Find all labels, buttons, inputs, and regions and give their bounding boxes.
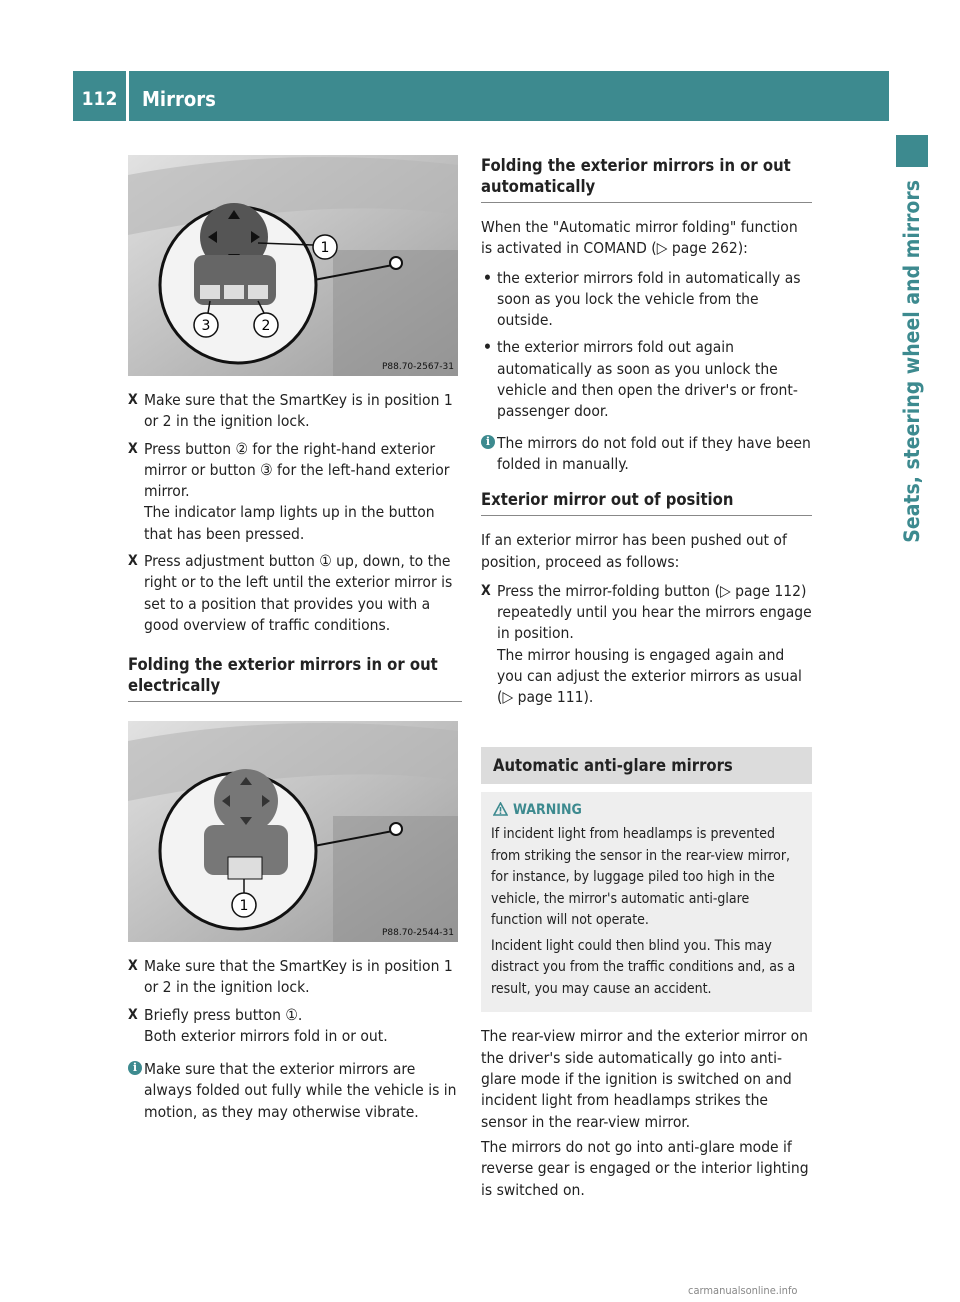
step-marker-icon: X	[128, 553, 138, 570]
svg-text:2: 2	[261, 318, 271, 334]
info-note	[128, 1059, 462, 1123]
svg-text:1: 1	[239, 898, 249, 914]
step-text: Press the mirror-folding button (▷ page 112) repeatedly until you hear the mirrors engage in position.	[497, 581, 812, 643]
section-heading: Folding the exterior mirrors in or out automatically	[481, 155, 812, 203]
step-item	[128, 551, 462, 636]
mirror-adjust-figure	[128, 155, 458, 376]
step-text: Briefly press button ①.	[144, 1005, 303, 1024]
step-item	[128, 439, 462, 545]
warning-title	[491, 800, 802, 822]
svg-text:1: 1	[320, 240, 330, 256]
bullet-item	[481, 268, 812, 332]
section-heading: Folding the exterior mirrors in or out electrically	[128, 654, 462, 702]
info-text: Make sure that the exterior mirrors are always folded out fully while the vehicle is in motion, as they may otherwise vibrate.	[144, 1060, 457, 1121]
page-number: 112	[73, 71, 126, 121]
bullet-icon: •	[483, 338, 492, 357]
figure-code: P88.70-2544-31	[381, 928, 454, 938]
bullet-text: the exterior mirrors fold out again automatically as soon as you unlock the vehicle and then open the driver's or front-passenger door.	[497, 338, 798, 421]
warning-text: Incident light could then blind you. This may distract you from the traffic conditions and, as a result, you may cause an accident.	[491, 937, 796, 997]
step-result: Both exterior mirrors fold in or out.	[144, 1026, 388, 1045]
step-marker-icon: X	[128, 1006, 138, 1023]
side-tab-label: Seats, steering wheel and mirrors	[900, 180, 924, 543]
section-heading: Exterior mirror out of position	[481, 489, 812, 516]
step-result: The indicator lamp lights up in the button that has been pressed.	[144, 503, 435, 543]
step-text: Press button ② for the right-hand exterior mirror or button ③ for the left-hand exterior mirror.	[144, 439, 450, 501]
step-result: The mirror housing is engaged again and you can adjust the exterior mirrors as usual (▷ page 111).	[497, 645, 802, 707]
step-item	[128, 390, 462, 433]
bullet-item	[481, 337, 812, 422]
step-item	[128, 1005, 462, 1048]
step-marker-icon: X	[481, 582, 491, 599]
warning-text: If incident light from headlamps is prevented from striking the sensor in the rear-view mirror, for instance, by luggage piled too high in the vehicle, the mirror's automatic anti-glare function will not operate.	[491, 826, 791, 929]
step-marker-icon: X	[128, 958, 138, 974]
warning-triangle-icon	[493, 802, 508, 816]
paragraph: When the "Automatic mirror folding" function is activated in COMAND (▷ page 262):	[481, 218, 798, 258]
left-column-lower	[128, 956, 462, 1123]
warning-box	[481, 792, 812, 1013]
watermark: carmanualsonline.info	[688, 1284, 798, 1297]
step-marker-icon: X	[128, 392, 138, 408]
step-text: Make sure that the SmartKey is in position 1 or 2 in the ignition lock.	[144, 957, 453, 997]
section-header-bar: Automatic anti-glare mirrors	[481, 747, 812, 784]
warning-label: WARNING	[513, 801, 582, 818]
info-icon: i	[481, 435, 495, 449]
paragraph: The rear-view mirror and the exterior mirror on the driver's side automatically go into anti-glare mode if the ignition is switched on and incident light from headlamps strikes the sensor in the rear-view mirror.	[481, 1027, 809, 1131]
info-note	[481, 433, 812, 476]
bullet-text: the exterior mirrors fold in automatically as soon as you lock the vehicle from the outside.	[497, 268, 801, 330]
page-title: Mirrors	[129, 71, 889, 121]
right-column	[481, 155, 812, 1209]
info-text: The mirrors do not fold out if they have been folded in manually.	[497, 433, 811, 473]
step-text: Make sure that the SmartKey is in position 1 or 2 in the ignition lock.	[144, 391, 453, 431]
step-text: Press adjustment button ① up, down, to the right or to the left until the exterior mirror is set to a position that provides you with a good overview of traffic conditions.	[144, 552, 453, 634]
step-marker-icon: X	[128, 440, 138, 457]
left-column-upper	[128, 390, 462, 718]
bullet-icon: •	[483, 268, 492, 287]
paragraph: The mirrors do not go into anti-glare mode if reverse gear is engaged or the interior lighting is switched on.	[481, 1137, 809, 1199]
step-item	[128, 956, 462, 999]
step-item	[481, 581, 812, 709]
figure-code: P88.70-2567-31	[381, 362, 454, 372]
mirror-fold-figure	[128, 721, 458, 942]
paragraph: If an exterior mirror has been pushed out of position, proceed as follows:	[481, 531, 787, 571]
svg-text:3: 3	[201, 318, 211, 334]
side-tab-marker	[896, 135, 928, 167]
info-icon: i	[128, 1061, 142, 1075]
